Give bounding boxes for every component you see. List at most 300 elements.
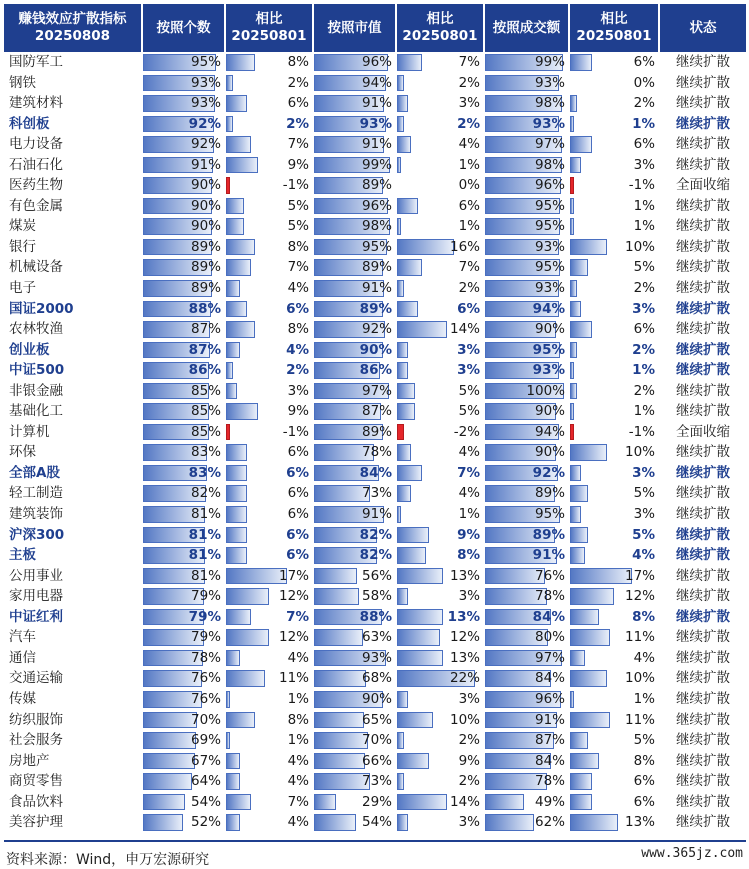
- data-label: 78%: [190, 649, 221, 666]
- table-row: [4, 730, 746, 751]
- row-status: 继续扩散: [676, 608, 730, 625]
- data-label: 91%: [190, 156, 221, 173]
- value-cell-turnover_chg: [570, 134, 660, 155]
- value-cell-mcap_chg: [397, 360, 485, 381]
- data-label: 73%: [361, 773, 392, 790]
- value-cell-mcap: [314, 381, 397, 402]
- value-cell-count: [143, 360, 226, 381]
- data-bar: [570, 773, 592, 790]
- table-row: [4, 340, 746, 361]
- value-cell-mcap: [314, 463, 397, 484]
- value-cell-mcap_chg: [397, 566, 485, 587]
- row-status: 继续扩散: [676, 238, 730, 255]
- data-bar: [570, 547, 585, 564]
- row-name: 社会服务: [4, 730, 143, 751]
- value-cell-turnover: [485, 463, 570, 484]
- table-row: [4, 812, 746, 833]
- value-cell-count_chg: [226, 710, 314, 731]
- data-bar: [570, 527, 588, 544]
- value-cell-turnover: [485, 257, 570, 278]
- value-cell-turnover_chg: [570, 196, 660, 217]
- value-cell-count_chg: [226, 422, 314, 443]
- data-bar: [570, 54, 592, 71]
- row-name: 房地产: [4, 751, 143, 772]
- value-cell-mcap: [314, 360, 397, 381]
- value-cell-count: [143, 483, 226, 504]
- data-bar: [570, 301, 581, 318]
- row-status: 继续扩散: [676, 629, 730, 646]
- value-cell-count_chg: [226, 114, 314, 135]
- data-bar: [226, 54, 255, 71]
- value-cell-mcap: [314, 483, 397, 504]
- table-row: [4, 175, 746, 196]
- value-cell-turnover: [485, 381, 570, 402]
- data-bar: [570, 712, 610, 729]
- row-status: 继续扩散: [676, 649, 730, 666]
- data-label: 90%: [359, 341, 392, 358]
- value-cell-mcap_chg: [397, 730, 485, 751]
- header-name: [4, 4, 143, 52]
- value-cell-turnover: [485, 319, 570, 340]
- data-bar: [570, 280, 577, 297]
- data-label: 6%: [287, 485, 309, 502]
- header-count_chg-line2: 20250801: [231, 28, 307, 44]
- value-cell-mcap: [314, 401, 397, 422]
- data-label: 87%: [190, 321, 221, 338]
- data-label: 96%: [361, 54, 392, 70]
- data-label: 5%: [287, 218, 309, 235]
- row-name: 公用事业: [4, 566, 143, 587]
- row-status: 继续扩散: [676, 54, 730, 70]
- data-label: 6%: [458, 197, 480, 214]
- value-cell-turnover_chg: [570, 257, 660, 278]
- table-bottom-rule: [4, 840, 746, 842]
- value-cell-turnover: [485, 73, 570, 94]
- data-bar: [143, 814, 183, 831]
- data-bar: [570, 629, 610, 646]
- row-name: 沪深300: [4, 525, 143, 546]
- value-cell-mcap_chg: [397, 422, 485, 443]
- value-cell-count: [143, 401, 226, 422]
- data-label: 5%: [633, 732, 655, 749]
- data-label: 8%: [287, 711, 309, 728]
- value-cell-turnover_chg: [570, 422, 660, 443]
- data-bar: [570, 424, 574, 441]
- value-cell-count: [143, 257, 226, 278]
- data-bar: [226, 506, 247, 523]
- data-label: 8%: [287, 321, 309, 338]
- data-bar: [314, 629, 363, 646]
- value-cell-turnover_chg: [570, 299, 660, 320]
- value-cell-turnover_chg: [570, 751, 660, 772]
- data-label: 5%: [633, 259, 655, 276]
- row-status: 继续扩散: [676, 547, 730, 564]
- value-cell-count: [143, 627, 226, 648]
- data-label: 6%: [633, 793, 655, 810]
- data-label: 97%: [361, 382, 392, 399]
- data-label: 90%: [190, 218, 221, 235]
- data-label: 10%: [449, 711, 480, 728]
- value-cell-count_chg: [226, 319, 314, 340]
- data-label: 89%: [361, 259, 392, 276]
- data-label: 96%: [534, 177, 565, 194]
- value-cell-mcap: [314, 668, 397, 689]
- value-cell-mcap: [314, 155, 397, 176]
- row-name: 建筑装饰: [4, 504, 143, 525]
- value-cell-turnover: [485, 360, 570, 381]
- value-cell-mcap: [314, 689, 397, 710]
- value-cell-count: [143, 668, 226, 689]
- value-cell-turnover: [485, 401, 570, 422]
- data-label: 7%: [287, 793, 309, 810]
- data-bar: [226, 650, 240, 667]
- data-label: 4%: [633, 649, 655, 666]
- value-cell-turnover_chg: [570, 381, 660, 402]
- data-label: 76%: [534, 567, 565, 584]
- data-bar: [397, 280, 404, 297]
- data-label: 9%: [287, 156, 309, 173]
- row-name: 国防军工: [4, 52, 143, 73]
- data-bar: [226, 814, 240, 831]
- data-label: 90%: [534, 444, 565, 461]
- data-label: 3%: [458, 95, 480, 112]
- data-label: 5%: [458, 403, 480, 420]
- data-label: 91%: [361, 136, 392, 153]
- value-cell-count_chg: [226, 689, 314, 710]
- value-cell-mcap: [314, 237, 397, 258]
- data-label: 89%: [190, 259, 221, 276]
- data-label: 85%: [190, 382, 221, 399]
- data-label: 2%: [632, 341, 655, 358]
- data-label: 90%: [190, 197, 221, 214]
- data-label: 1%: [633, 218, 655, 235]
- value-cell-count: [143, 525, 226, 546]
- data-label: 2%: [286, 362, 309, 379]
- data-bar: [397, 465, 422, 482]
- table-row: [4, 607, 746, 628]
- data-label: 1%: [287, 690, 309, 707]
- data-label: 89%: [190, 280, 221, 297]
- data-label: 79%: [190, 629, 221, 646]
- header-mcap_chg: [397, 4, 485, 52]
- value-cell-turnover_chg: [570, 607, 660, 628]
- data-label: 2%: [458, 280, 480, 297]
- data-label: 8%: [457, 547, 480, 564]
- value-cell-mcap: [314, 319, 397, 340]
- data-label: 11%: [624, 711, 655, 728]
- value-cell-turnover: [485, 155, 570, 176]
- value-cell-count: [143, 504, 226, 525]
- data-label: 29%: [361, 793, 392, 810]
- row-name: 医药生物: [4, 175, 143, 196]
- data-label: 3%: [458, 690, 480, 707]
- value-cell-turnover_chg: [570, 401, 660, 422]
- value-cell-mcap: [314, 545, 397, 566]
- value-cell-count_chg: [226, 134, 314, 155]
- value-cell-mcap_chg: [397, 299, 485, 320]
- data-label: 5%: [632, 526, 655, 543]
- data-label: 70%: [190, 711, 221, 728]
- data-label: 95%: [534, 259, 565, 276]
- data-bar: [397, 54, 422, 71]
- row-status: 继续扩散: [676, 814, 730, 831]
- row-status: 继续扩散: [676, 732, 730, 749]
- data-bar: [143, 794, 185, 811]
- data-bar: [397, 301, 418, 318]
- data-label: 1%: [632, 362, 655, 379]
- value-cell-turnover: [485, 689, 570, 710]
- value-cell-count: [143, 93, 226, 114]
- row-name: 交通运输: [4, 668, 143, 689]
- data-label: 3%: [287, 382, 309, 399]
- data-label: -1%: [282, 177, 309, 194]
- value-cell-count_chg: [226, 525, 314, 546]
- value-cell-count_chg: [226, 216, 314, 237]
- data-label: 0%: [633, 74, 655, 91]
- header-turnover_chg-line2: 20250801: [576, 28, 652, 44]
- data-label: -1%: [628, 177, 655, 194]
- data-label: 93%: [190, 95, 221, 112]
- data-label: 82%: [359, 547, 392, 564]
- data-bar: [397, 218, 401, 235]
- value-cell-turnover_chg: [570, 710, 660, 731]
- row-status: 全面收缩: [676, 177, 730, 194]
- data-bar: [570, 732, 588, 749]
- row-status: 继续扩散: [676, 280, 730, 297]
- row-name: 全部A股: [4, 463, 143, 484]
- value-cell-turnover_chg: [570, 483, 660, 504]
- value-cell-mcap: [314, 73, 397, 94]
- header-status: [660, 4, 746, 52]
- data-label: 0%: [458, 177, 480, 194]
- value-cell-turnover_chg: [570, 319, 660, 340]
- data-label: 92%: [361, 321, 392, 338]
- value-cell-turnover: [485, 545, 570, 566]
- data-label: 80%: [534, 629, 565, 646]
- row-status: 继续扩散: [676, 197, 730, 214]
- table-row: [4, 134, 746, 155]
- row-status: 继续扩散: [676, 588, 730, 605]
- value-cell-count: [143, 463, 226, 484]
- data-bar: [226, 403, 258, 420]
- data-bar: [570, 691, 574, 708]
- data-bar: [570, 588, 614, 605]
- value-cell-mcap_chg: [397, 627, 485, 648]
- data-label: 6%: [457, 300, 480, 317]
- row-status: 继续扩散: [676, 752, 730, 769]
- data-label: 92%: [190, 136, 221, 153]
- data-label: 4%: [287, 752, 309, 769]
- data-bar: [570, 485, 588, 502]
- value-cell-count_chg: [226, 401, 314, 422]
- value-cell-mcap: [314, 442, 397, 463]
- row-status: 继续扩散: [676, 403, 730, 420]
- value-cell-count: [143, 566, 226, 587]
- table-row: [4, 401, 746, 422]
- data-label: 100%: [526, 382, 565, 399]
- value-cell-turnover_chg: [570, 812, 660, 833]
- data-label: 99%: [361, 156, 392, 173]
- data-bar: [570, 794, 592, 811]
- data-bar: [314, 753, 365, 770]
- data-bar: [397, 444, 411, 461]
- row-name: 建筑材料: [4, 93, 143, 114]
- value-cell-turnover: [485, 299, 570, 320]
- data-bar: [226, 753, 240, 770]
- data-bar: [397, 198, 418, 215]
- data-label: 84%: [534, 670, 565, 687]
- data-label: 90%: [534, 321, 565, 338]
- value-cell-count: [143, 52, 226, 73]
- data-bar: [570, 362, 574, 379]
- data-bar: [314, 794, 336, 811]
- value-cell-mcap_chg: [397, 504, 485, 525]
- data-bar: [570, 814, 618, 831]
- value-cell-mcap: [314, 607, 397, 628]
- value-cell-turnover: [485, 278, 570, 299]
- table-row: [4, 689, 746, 710]
- data-label: 6%: [286, 547, 309, 564]
- value-cell-turnover_chg: [570, 114, 660, 135]
- data-bar: [226, 157, 258, 174]
- header-mcap_chg-line2: 20250801: [402, 28, 478, 44]
- data-label: 6%: [286, 300, 309, 317]
- data-bar: [226, 239, 255, 256]
- value-cell-turnover_chg: [570, 155, 660, 176]
- value-cell-mcap_chg: [397, 134, 485, 155]
- data-label: 3%: [632, 300, 655, 317]
- data-label: 70%: [361, 732, 392, 749]
- value-cell-mcap_chg: [397, 381, 485, 402]
- data-label: 2%: [458, 74, 480, 91]
- data-label: 2%: [633, 280, 655, 297]
- table-row: [4, 710, 746, 731]
- value-cell-mcap_chg: [397, 401, 485, 422]
- data-bar: [226, 712, 255, 729]
- value-cell-count_chg: [226, 340, 314, 361]
- data-label: 87%: [188, 341, 221, 358]
- value-cell-count: [143, 134, 226, 155]
- value-cell-turnover: [485, 114, 570, 135]
- data-label: 90%: [190, 177, 221, 194]
- table-row: [4, 319, 746, 340]
- row-status: 全面收缩: [676, 423, 730, 440]
- row-name: 美容护理: [4, 812, 143, 833]
- data-label: 4%: [286, 341, 309, 358]
- data-bar: [226, 670, 265, 687]
- data-label: 2%: [633, 95, 655, 112]
- value-cell-mcap: [314, 216, 397, 237]
- value-cell-mcap: [314, 730, 397, 751]
- row-status: 继续扩散: [676, 793, 730, 810]
- data-label: 81%: [188, 526, 221, 543]
- data-label: 66%: [361, 752, 392, 769]
- data-bar: [314, 588, 359, 605]
- value-cell-turnover_chg: [570, 340, 660, 361]
- value-cell-mcap: [314, 114, 397, 135]
- row-name: 电子: [4, 278, 143, 299]
- data-label: 6%: [287, 506, 309, 523]
- value-cell-count_chg: [226, 360, 314, 381]
- data-bar: [397, 116, 404, 133]
- value-cell-count_chg: [226, 504, 314, 525]
- data-label: 96%: [361, 197, 392, 214]
- data-label: 63%: [361, 629, 392, 646]
- row-status: 继续扩散: [676, 218, 730, 235]
- value-cell-count: [143, 175, 226, 196]
- data-label: 67%: [190, 752, 221, 769]
- value-cell-mcap_chg: [397, 114, 485, 135]
- value-cell-count_chg: [226, 771, 314, 792]
- data-label: 3%: [633, 506, 655, 523]
- data-label: 89%: [534, 485, 565, 502]
- data-label: 13%: [447, 608, 480, 625]
- data-label: 1%: [632, 115, 655, 132]
- data-label: 5%: [633, 485, 655, 502]
- data-label: 14%: [449, 793, 480, 810]
- data-bar: [226, 588, 269, 605]
- value-cell-turnover: [485, 175, 570, 196]
- row-status: 继续扩散: [676, 506, 730, 523]
- table-header: [4, 4, 746, 52]
- row-status: 继续扩散: [676, 690, 730, 707]
- data-bar: [570, 259, 588, 276]
- value-cell-mcap_chg: [397, 52, 485, 73]
- data-bar: [397, 424, 404, 441]
- data-bar: [397, 568, 443, 585]
- data-label: 86%: [188, 362, 221, 379]
- data-bar: [397, 157, 401, 174]
- data-bar: [397, 95, 408, 112]
- value-cell-count: [143, 689, 226, 710]
- table-row: [4, 299, 746, 320]
- row-status: 继续扩散: [676, 74, 730, 91]
- data-label: 17%: [624, 567, 655, 584]
- value-cell-count: [143, 299, 226, 320]
- header-mcap-line1: 按照市值: [327, 19, 382, 36]
- value-cell-mcap: [314, 422, 397, 443]
- row-name: 通信: [4, 648, 143, 669]
- data-label: 89%: [359, 300, 392, 317]
- data-bar: [314, 712, 364, 729]
- data-label: 7%: [287, 136, 309, 153]
- value-cell-count: [143, 155, 226, 176]
- value-cell-count_chg: [226, 545, 314, 566]
- value-cell-count_chg: [226, 668, 314, 689]
- value-cell-count_chg: [226, 463, 314, 484]
- data-bar: [570, 568, 632, 585]
- data-bar: [397, 691, 408, 708]
- value-cell-turnover_chg: [570, 648, 660, 669]
- table-row: [4, 381, 746, 402]
- data-label: 8%: [287, 54, 309, 70]
- value-cell-mcap: [314, 340, 397, 361]
- data-label: 86%: [359, 362, 392, 379]
- value-cell-count_chg: [226, 586, 314, 607]
- row-name: 农林牧渔: [4, 319, 143, 340]
- value-cell-mcap: [314, 586, 397, 607]
- value-cell-turnover_chg: [570, 73, 660, 94]
- header-turnover: [485, 4, 570, 52]
- data-label: 92%: [188, 115, 221, 132]
- data-label: 89%: [532, 526, 565, 543]
- value-cell-mcap_chg: [397, 257, 485, 278]
- value-cell-count_chg: [226, 566, 314, 587]
- value-cell-count_chg: [226, 812, 314, 833]
- data-label: 3%: [632, 464, 655, 481]
- table-row: [4, 771, 746, 792]
- value-cell-mcap: [314, 710, 397, 731]
